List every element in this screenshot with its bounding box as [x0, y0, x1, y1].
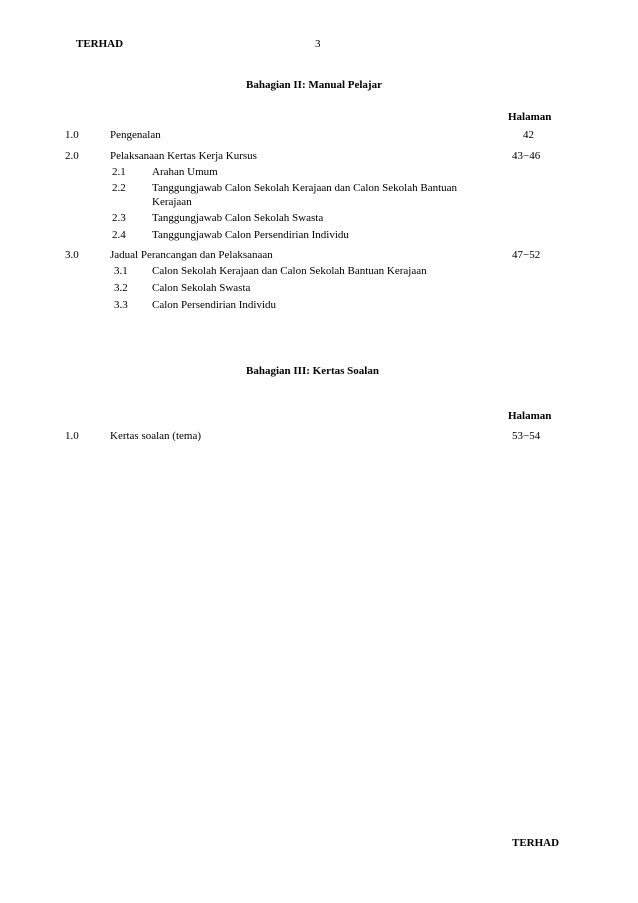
toc-entry-title: Jadual Perancangan dan Pelaksanaan [110, 249, 273, 261]
page-column-header: Halaman [508, 410, 552, 422]
toc-subnumber: 3.2 [114, 282, 128, 294]
toc-subnumber: 3.3 [114, 299, 128, 311]
toc-subnumber: 3.1 [114, 265, 128, 277]
toc-subnumber: 2.2 [112, 182, 126, 194]
toc-subentry-title: Tanggungjawab Calon Persendirian Individu [152, 229, 349, 241]
section-title-part2: Bahagian II: Manual Pelajar [246, 79, 382, 91]
toc-entry-title: Kertas soalan (tema) [110, 430, 202, 442]
toc-subnumber: 2.3 [112, 212, 126, 224]
toc-subentry-title: Tanggungjawab Calon Sekolah Kerajaan dan Calon Sekolah Bantuan Kerajaan [152, 182, 458, 208]
toc-entry-pages: 47−52 [512, 249, 541, 261]
toc-entry-pages: 42 [523, 129, 534, 141]
toc-subnumber: 2.4 [112, 229, 126, 241]
toc-number: 3.0 [65, 249, 79, 261]
toc-subentry-title: Calon Persendirian Individu [152, 299, 277, 311]
toc-subentry-title: Arahan Umum [152, 166, 218, 178]
toc-number: 1.0 [65, 129, 79, 141]
toc-number: 2.0 [65, 150, 79, 162]
header-label: TERHAD [76, 38, 124, 50]
toc-number: 1.0 [65, 430, 79, 442]
toc-subnumber: 2.1 [112, 166, 126, 178]
toc-subentry-title: Calon Sekolah Swasta [152, 282, 251, 294]
toc-entry-pages: 43−46 [512, 150, 541, 162]
section-title-part3: Bahagian III: Kertas Soalan [246, 365, 379, 377]
toc-entry-title: Pengenalan [110, 129, 161, 141]
toc-subentry-title: Tanggungjawab Calon Sekolah Swasta [152, 212, 324, 224]
page-number: 3 [315, 38, 321, 50]
toc-entry-title: Pelaksanaan Kertas Kerja Kursus [110, 150, 257, 162]
footer-label: TERHAD [512, 837, 560, 849]
toc-subentry-title: Calon Sekolah Kerajaan dan Calon Sekolah Bantuan Kerajaan [152, 265, 427, 277]
toc-entry-pages: 53−54 [512, 430, 541, 442]
page-column-header: Halaman [508, 111, 552, 123]
